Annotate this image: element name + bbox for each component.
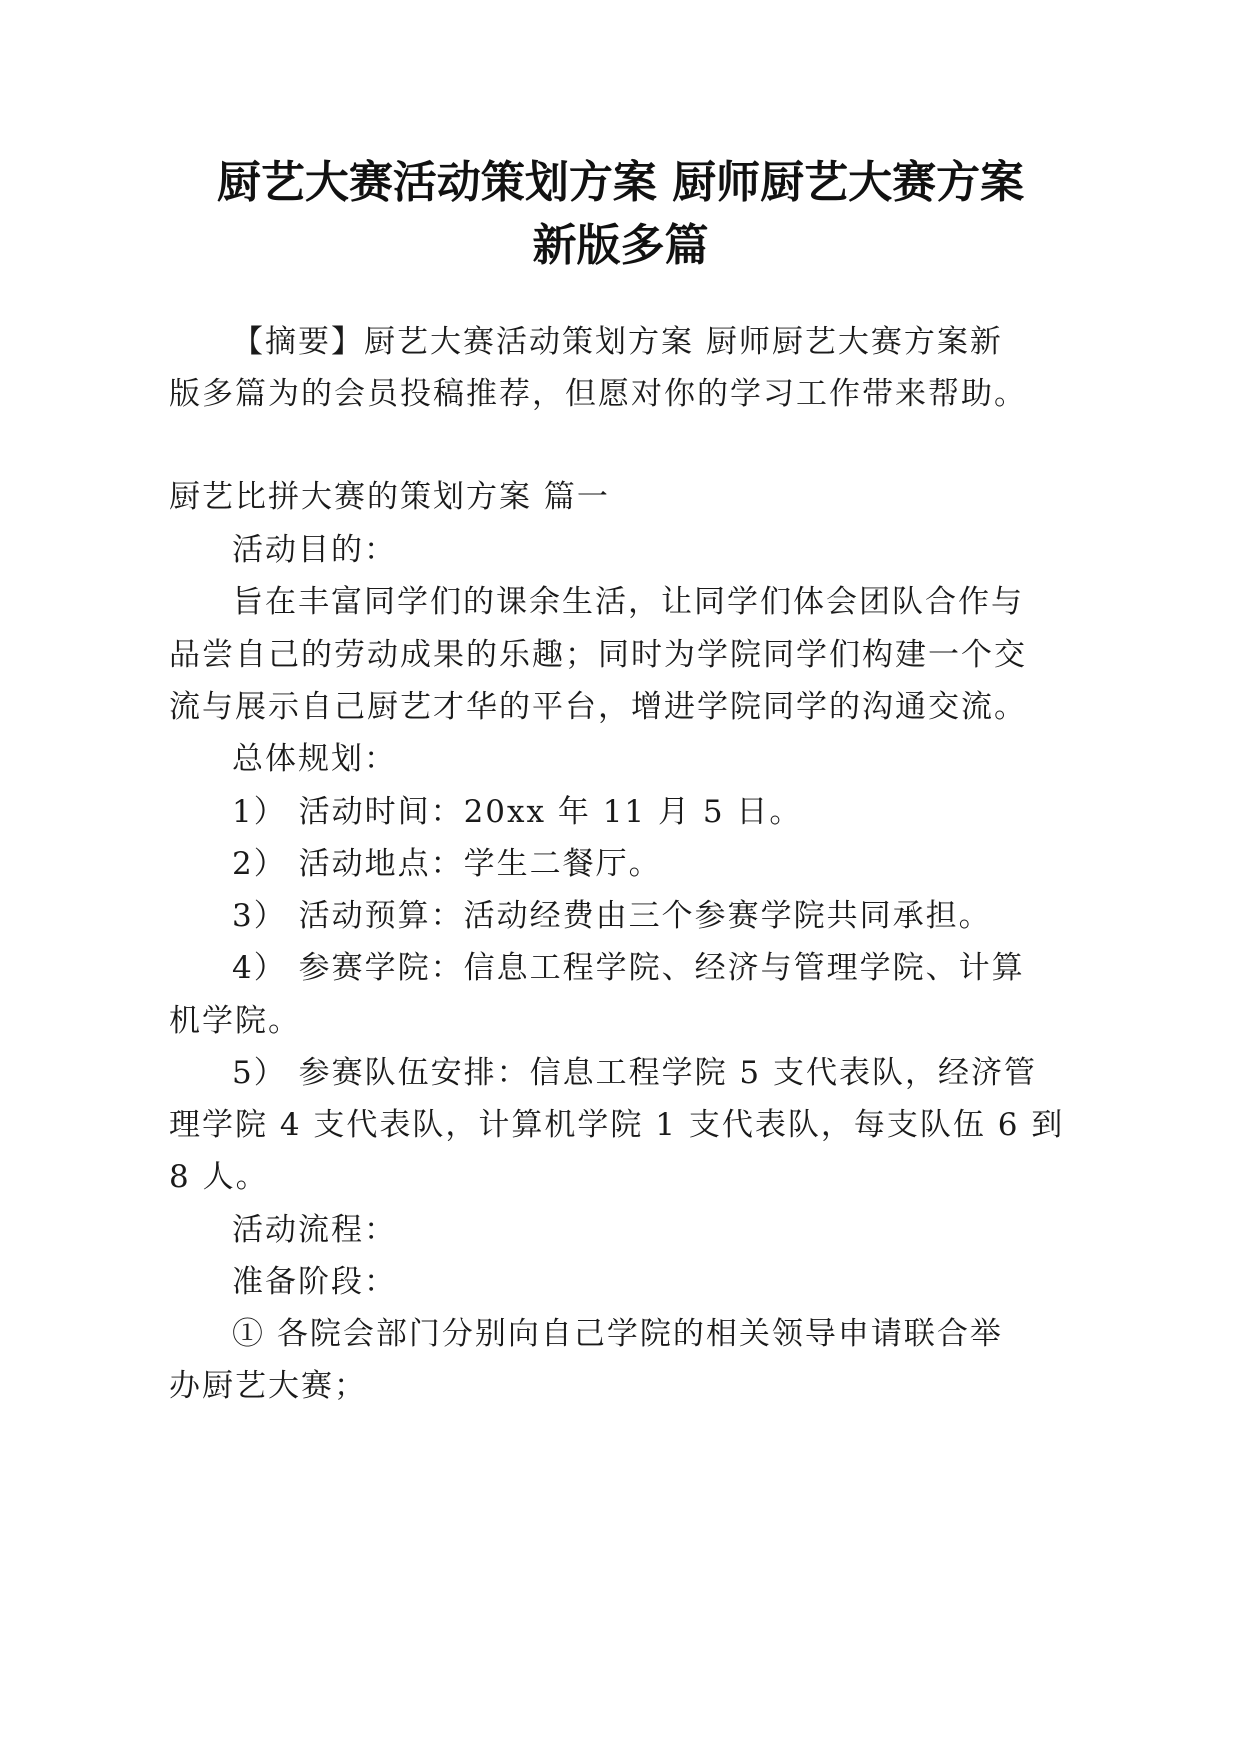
purpose-line-2: 品尝自己的劳动成果的乐趣；同时为学院同学们构建一个交 [169,637,1027,673]
plan-item-5-line-2: 理学院 4 支代表队，计算机学院 1 支代表队，每支队伍 6 到 [169,1107,1065,1143]
section-heading: 厨艺比拼大赛的策划方案 篇一 [169,479,610,515]
plan-item-4-line-1: 4） 参赛学院：信息工程学院、经济与管理学院、计算 [232,950,1025,986]
purpose-line-1: 旨在丰富同学们的课余生活，让同学们体会团队合作与 [232,584,1024,620]
plan-item-1: 1） 活动时间：20xx 年 11 月 5 日。 [232,794,803,830]
prep-label: 准备阶段： [232,1264,397,1300]
plan-item-4-line-2: 机学院。 [169,1003,301,1039]
prep-step-1-line-2: 办厨艺大赛； [169,1368,367,1404]
prep-step-1-line-1: ① 各院会部门分别向自己学院的相关领导申请联合举 [232,1316,1003,1352]
purpose-line-3: 流与展示自己厨艺才华的平台，增进学院同学的沟通交流。 [169,689,1027,725]
plan-item-3: 3） 活动预算：活动经费由三个参赛学院共同承担。 [232,898,992,934]
document-title-line-2: 新版多篇 [532,220,709,271]
purpose-label: 活动目的： [232,532,397,568]
plan-label: 总体规划： [232,741,397,777]
plan-item-2: 2） 活动地点：学生二餐厅。 [232,846,662,882]
abstract-line-1: 【摘要】厨艺大赛活动策划方案 厨师厨艺大赛方案新 [232,324,1003,360]
process-label: 活动流程： [232,1212,397,1248]
plan-item-5-line-1: 5） 参赛队伍安排：信息工程学院 5 支代表队，经济管 [232,1055,1038,1091]
plan-item-5-line-3: 8 人。 [169,1159,269,1195]
abstract-line-2: 版多篇为的会员投稿推荐，但愿对你的学习工作带来帮助。 [169,376,1027,412]
document-title-line-1: 厨艺大赛活动策划方案 厨师厨艺大赛方案 [216,157,1025,208]
